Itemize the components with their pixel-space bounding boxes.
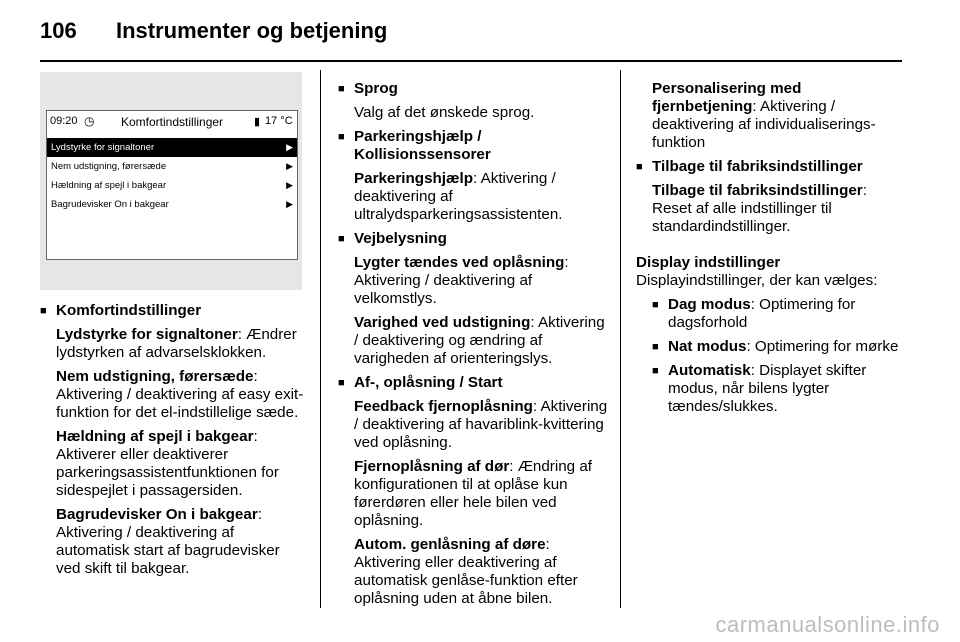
list-item: Bagrudevisker On i bakgear: Aktivering / deaktivering af automatisk start af bagrudevisker ved skift til bakgear. <box>56 506 280 577</box>
list-item: Autom. genlåsning af døre: Aktivering eller deaktivering af automatisk genlåse-funktion efter oplåsning uden at åbne bilen. <box>354 536 578 607</box>
list-item: Nem udstigning, førersæde: Aktivering / deaktivering af easy exit-funktion for det el-indstillelige sæde. <box>56 368 304 421</box>
chevron-right-icon: ▶ <box>286 180 293 190</box>
column-divider-2 <box>620 70 621 608</box>
display-menu-item: Lydstyrke for signaltoner ▶ <box>47 138 297 157</box>
header-rule <box>40 60 902 62</box>
list-item: Valg af det ønskede sprog. <box>354 104 535 121</box>
column-3 <box>636 80 904 422</box>
column-2 <box>338 80 608 614</box>
list-item: Hældning af spejl i bakgear: Aktiverer eller deaktiverer parkeringsassistentfunktionen for sidespejlet i passagersiden. <box>56 428 279 499</box>
display-time: 09:20 <box>50 115 78 127</box>
thermometer-icon: ▮ <box>254 116 261 128</box>
list-item: ■ Nat modus: Optimering for mørke <box>652 338 904 356</box>
bullet-heading: ■ Tilbage til fabriksindstillinger <box>636 158 904 176</box>
bullet-heading: ■ Parkeringshjælp / Kollisionssensorer <box>338 128 608 164</box>
display-status-bar <box>47 111 297 133</box>
list-item: Varighed ved udstigning: Aktivering / deaktivering og ændring af varigheden af orienteringslys. <box>354 314 605 367</box>
clock-icon: ◷ <box>84 114 95 128</box>
bullet-heading: ■ Komfortindstillinger <box>40 302 308 320</box>
display-menu-item: Nem udstigning, førersæde ▶ <box>47 157 297 176</box>
chevron-right-icon: ▶ <box>286 161 293 171</box>
page-number: 106 <box>40 18 77 43</box>
bullet-heading: ■ Sprog <box>338 80 608 98</box>
display-temperature: 17 °C <box>265 115 293 127</box>
bullet-heading: ■ Vejbelysning <box>338 230 608 248</box>
list-item: Feedback fjernoplåsning: Aktivering / deaktivering af havariblink-kvittering ved oplåsning. <box>354 398 608 451</box>
page-title: Instrumenter og betjening <box>116 18 388 43</box>
page-header <box>40 18 387 44</box>
list-item: Lygter tændes ved oplåsning: Aktivering / deaktivering af velkomstlys. <box>354 254 569 307</box>
display-screen <box>46 110 298 260</box>
bullet-heading: ■ Af-, oplåsning / Start <box>338 374 608 392</box>
column-divider-1 <box>320 70 321 608</box>
chevron-right-icon: ▶ <box>286 199 293 209</box>
list-item: Tilbage til fabriksindstillinger: Reset af alle indstillinger til standardindstillinger. <box>652 182 867 235</box>
list-item: ■ Automatisk: Displayet skifter modus, når bilens lygter tændes/slukkes. <box>652 362 904 416</box>
display-screenshot <box>40 72 302 290</box>
display-title: Komfortindstillinger <box>121 115 224 129</box>
display-menu-item: Bagrudevisker On i bakgear ▶ <box>47 195 297 214</box>
display-menu-item: Hældning af spejl i bakgear ▶ <box>47 176 297 195</box>
list-item: Personalisering med fjernbetjening: Aktivering / deaktivering af individualiserings-funktion <box>652 80 876 151</box>
section-intro: Displayindstillinger, der kan vælges: <box>636 272 878 289</box>
list-item: Parkeringshjælp: Aktivering / deaktivering af ultralydsparkeringsassistenten. <box>354 170 563 223</box>
section-heading: Display indstillinger <box>636 254 781 271</box>
watermark: carmanualsonline.info <box>715 612 940 637</box>
column-1 <box>40 302 308 584</box>
list-item: Fjernoplåsning af dør: Ændring af konfigurationen til at oplåse kun førerdøren eller hele bilen ved oplåsning. <box>354 458 592 529</box>
chevron-right-icon: ▶ <box>286 142 293 152</box>
list-item: ■ Dag modus: Optimering for dagsforhold <box>652 296 904 332</box>
list-item: Lydstyrke for signaltoner: Ændrer lydstyrken af advarselsklokken. <box>56 326 297 361</box>
